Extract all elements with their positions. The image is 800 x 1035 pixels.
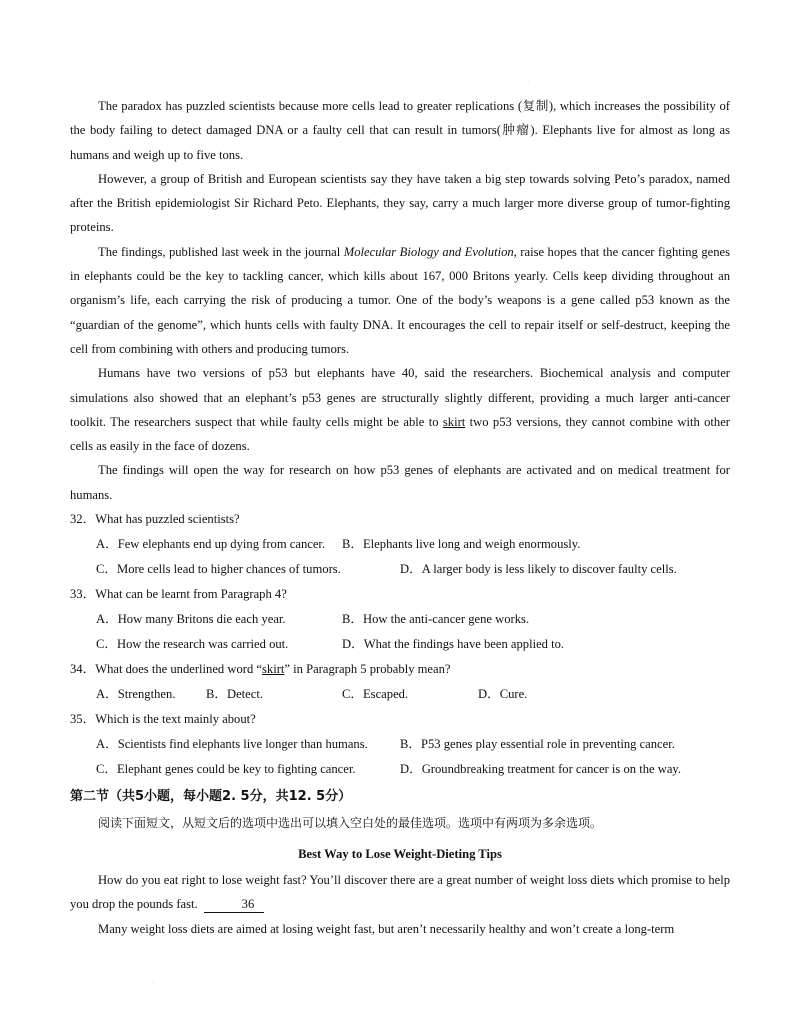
passage-paragraph-4 bbox=[70, 361, 730, 458]
options-row bbox=[70, 757, 730, 782]
option-b: B．How the anti-cancer gene works. bbox=[342, 612, 530, 627]
option-d: D．What the findings have been applied to. bbox=[342, 637, 565, 652]
question-text: 34．What does the underlined word “ bbox=[70, 662, 262, 677]
scan-dot: · bbox=[152, 980, 154, 986]
question-32: 32．What has puzzled scientists? bbox=[70, 512, 240, 527]
option-a: A．Few elephants end up dying from cancer. bbox=[96, 537, 326, 552]
passage-paragraph-3 bbox=[70, 240, 730, 361]
section-instruction: 阅读下面短文，从短文后的选项中选出可以填入空白处的最佳选项。选项中有两项为多余选项。 bbox=[98, 816, 603, 831]
option-c: C．More cells lead to higher chances of tumors. bbox=[96, 562, 341, 577]
question-text: ” in Paragraph 5 probably mean? bbox=[284, 662, 451, 677]
question-34 bbox=[70, 657, 730, 682]
underlined-word: skirt bbox=[262, 662, 285, 677]
options-row bbox=[70, 607, 730, 632]
document-page bbox=[70, 94, 730, 941]
question-33: 33．What can be learnt from Paragraph 4? bbox=[70, 587, 287, 602]
option-d: D．Cure. bbox=[478, 687, 528, 702]
options-row bbox=[70, 532, 730, 557]
options-row bbox=[70, 682, 730, 707]
journal-name: Molecular Biology and Evolution bbox=[343, 244, 514, 259]
option-b: B．Elephants live long and weigh enormously. bbox=[342, 537, 581, 552]
blank-36: 36 bbox=[204, 896, 264, 913]
article-text: How do you eat right to lose weight fast? You’ll discover there are a great number of weight loss diets which promise to help you drop the pounds fast. bbox=[70, 873, 730, 912]
underlined-word: skirt bbox=[442, 414, 466, 429]
question-35: 35．Which is the text mainly about? bbox=[70, 712, 256, 727]
options-row bbox=[70, 632, 730, 657]
option-c: C．How the research was carried out. bbox=[96, 637, 289, 652]
option-a: A．Strengthen. bbox=[96, 687, 176, 702]
passage-text: two p53 versions, they cannot combine with other cells as easily in the face of dozens. bbox=[70, 414, 730, 454]
passage-text: The findings, published last week in the journal bbox=[98, 244, 344, 259]
option-b: B．P53 genes play essential role in preventing cancer. bbox=[400, 737, 675, 752]
option-c: C．Elephant genes could be key to fighting cancer. bbox=[96, 762, 356, 777]
passage-text: , raise hopes that the cancer fighting genes in elephants could be the key to tackling cancer, which kills about 167, 000 Britons yearly. Cells keep dividing throughout an organism’s life, each carrying the risk of producing a tumor. One of the body’s weapons is a gene called p53 known as the “guardian of the genome”, which hunts cells with faulty DNA. It encourages the cell to repair itself or self-destruct, keeping the cell from combining with others and producing tumors. bbox=[70, 244, 731, 356]
article-paragraph-1 bbox=[70, 868, 730, 917]
passage-paragraph-1: The paradox has puzzled scientists because more cells lead to greater replications (复制), which increases the possibility of the body failing to detect damaged DNA or a faulty cell that can result in tumors(肿瘤). Elephants live for almost as long as humans and weigh up to five tons. bbox=[70, 99, 730, 162]
article-title: Best Way to Lose Weight-Dieting Tips bbox=[298, 847, 502, 862]
option-d: D．Groundbreaking treatment for cancer is on the way. bbox=[400, 762, 682, 777]
section-heading: 第二节（共5小题，每小题2. 5分，共12. 5分） bbox=[70, 789, 352, 805]
options-row bbox=[70, 732, 730, 757]
option-a: A．How many Britons die each year. bbox=[96, 612, 286, 627]
scan-dot: · bbox=[528, 80, 530, 86]
option-d: D．A larger body is less likely to discover faulty cells. bbox=[400, 562, 677, 577]
passage-paragraph-5: The findings will open the way for research on how p53 genes of elephants are activated and on medical treatment for humans. bbox=[70, 463, 730, 502]
options-row bbox=[70, 557, 730, 582]
article-paragraph-2: Many weight loss diets are aimed at losing weight fast, but aren’t necessarily healthy and won’t create a long-term bbox=[98, 921, 675, 936]
option-a: A．Scientists find elephants live longer than humans. bbox=[96, 737, 368, 752]
passage-text: Humans have two versions of p53 but elephants have 40, said the researchers. Biochemical analysis and computer simulations also showed that an elephant’s p53 genes are structurally slightly different, providing a much larger anti-cancer toolkit. The researchers suspect that while faulty cells might be able to bbox=[70, 366, 730, 429]
option-b: B．Detect. bbox=[206, 687, 264, 702]
passage-paragraph-2: However, a group of British and European scientists say they have taken a big step towards solving Peto’s paradox, named after the British epidemiologist Sir Richard Peto. Elephants, they say, carry a much larger more diverse group of tumor-fighting proteins. bbox=[70, 171, 730, 235]
option-c: C．Escaped. bbox=[342, 687, 409, 702]
